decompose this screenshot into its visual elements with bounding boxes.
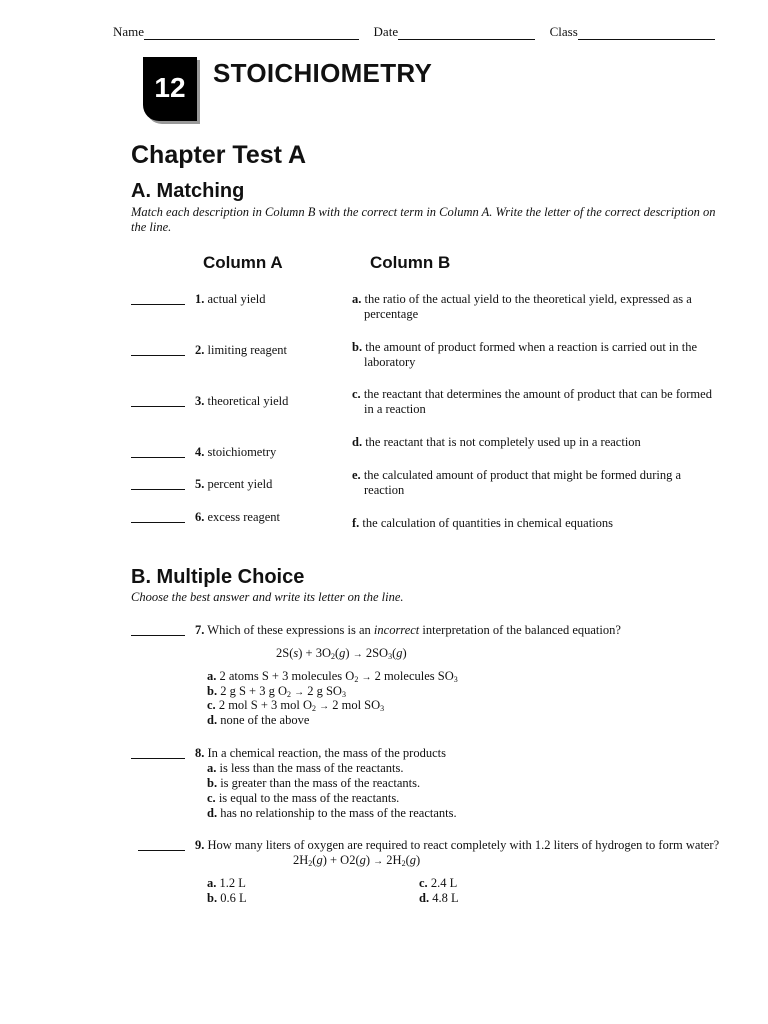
q8-option-c: c. is equal to the mass of the reactants. [207, 791, 400, 805]
answer-blank-8[interactable] [131, 758, 185, 759]
answer-blank-5[interactable] [131, 489, 185, 490]
q8-option-b: b. is greater than the mass of the reactants. [207, 776, 421, 790]
term-6: 6. excess reagent [195, 510, 281, 524]
answer-blank-9[interactable] [138, 850, 185, 851]
answer-blank-6[interactable] [131, 522, 185, 523]
term-4: 4. stoichiometry [195, 445, 277, 459]
answer-blank-1[interactable] [131, 304, 185, 305]
name-label: Name [113, 24, 145, 39]
q8-option-a: a. is less than the mass of the reactants. [207, 761, 404, 775]
description-e: e. the calculated amount of product that might be formed during a reaction [352, 468, 682, 497]
term-5: 5. percent yield [195, 477, 273, 491]
answer-blank-7[interactable] [131, 635, 185, 636]
section-a-instructions: Match each description in Column B with the correct term in Column A. Write the letter of the correct description on the line. [131, 205, 716, 234]
description-f: f. the calculation of quantities in chemical equations [352, 516, 614, 530]
class-field[interactable] [578, 25, 715, 40]
answer-blank-2[interactable] [131, 355, 185, 356]
date-label: Date [373, 24, 399, 39]
description-c: c. the reactant that determines the amount of product that can be formed in a reaction [352, 387, 712, 416]
section-b-instructions: Choose the best answer and write its letter on the line. [131, 590, 404, 604]
term-3: 3. theoretical yield [195, 394, 289, 408]
description-d: d. the reactant that is not completely used up in a reaction [352, 435, 641, 449]
q9-option-a: a. 1.2 L [207, 876, 246, 890]
q7-option-c: c. 2 mol S + 3 mol $O_2 \to 2$ mol $SO_3$ [207, 698, 385, 713]
q7-option-b: b. 2 g S + 3 g $O_2 \to 2$ g $SO_3$ [207, 684, 346, 699]
q9-equation: $2H_2(g) + O2(g) \to 2H_2(g)$ [293, 853, 421, 868]
question-7: 7. Which of these expressions is an incorrect interpretation of the balanced equation? [195, 623, 621, 637]
column-a-header: Column A [203, 253, 283, 272]
class-label: Class [549, 24, 578, 39]
chapter-title: STOICHIOMETRY [213, 58, 433, 88]
q9-option-c: c. 2.4 L [419, 876, 458, 890]
q9-option-d: d. 4.8 L [419, 891, 459, 905]
date-field[interactable] [398, 25, 535, 40]
q7-option-a: a. 2 atoms S + 3 molecules $O_2 \to 2$ molecules $SO_3$ [207, 669, 458, 684]
q7-equation: $2S(s) + 3O_2(g) \to 2SO_3(g)$ [276, 646, 407, 661]
description-b: b. the amount of product formed when a reaction is carried out in the laboratory [352, 340, 698, 369]
section-a-heading: A. Matching [131, 180, 245, 202]
test-title: Chapter Test A [131, 141, 307, 169]
column-b-header: Column B [370, 253, 451, 272]
answer-blank-3[interactable] [131, 406, 185, 407]
q8-option-d: d. has no relationship to the mass of the reactants. [207, 806, 457, 820]
term-2: 2. limiting reagent [195, 343, 287, 357]
question-9: 9. How many liters of oxygen are required to react completely with 1.2 liters of hydrogen to form water? [195, 838, 720, 852]
section-b-heading: B. Multiple Choice [131, 566, 305, 588]
q7-option-d: d. none of the above [207, 713, 310, 727]
student-info-row [113, 24, 733, 40]
term-1: 1. actual yield [195, 292, 266, 306]
description-a: a. the ratio of the actual yield to the theoretical yield, expressed as a percentage [352, 292, 692, 321]
q9-option-b: b. 0.6 L [207, 891, 247, 905]
name-field[interactable] [144, 25, 359, 40]
question-8: 8. In a chemical reaction, the mass of the products [195, 746, 446, 760]
answer-blank-4[interactable] [131, 457, 185, 458]
chapter-number-badge: 12 [143, 57, 197, 121]
